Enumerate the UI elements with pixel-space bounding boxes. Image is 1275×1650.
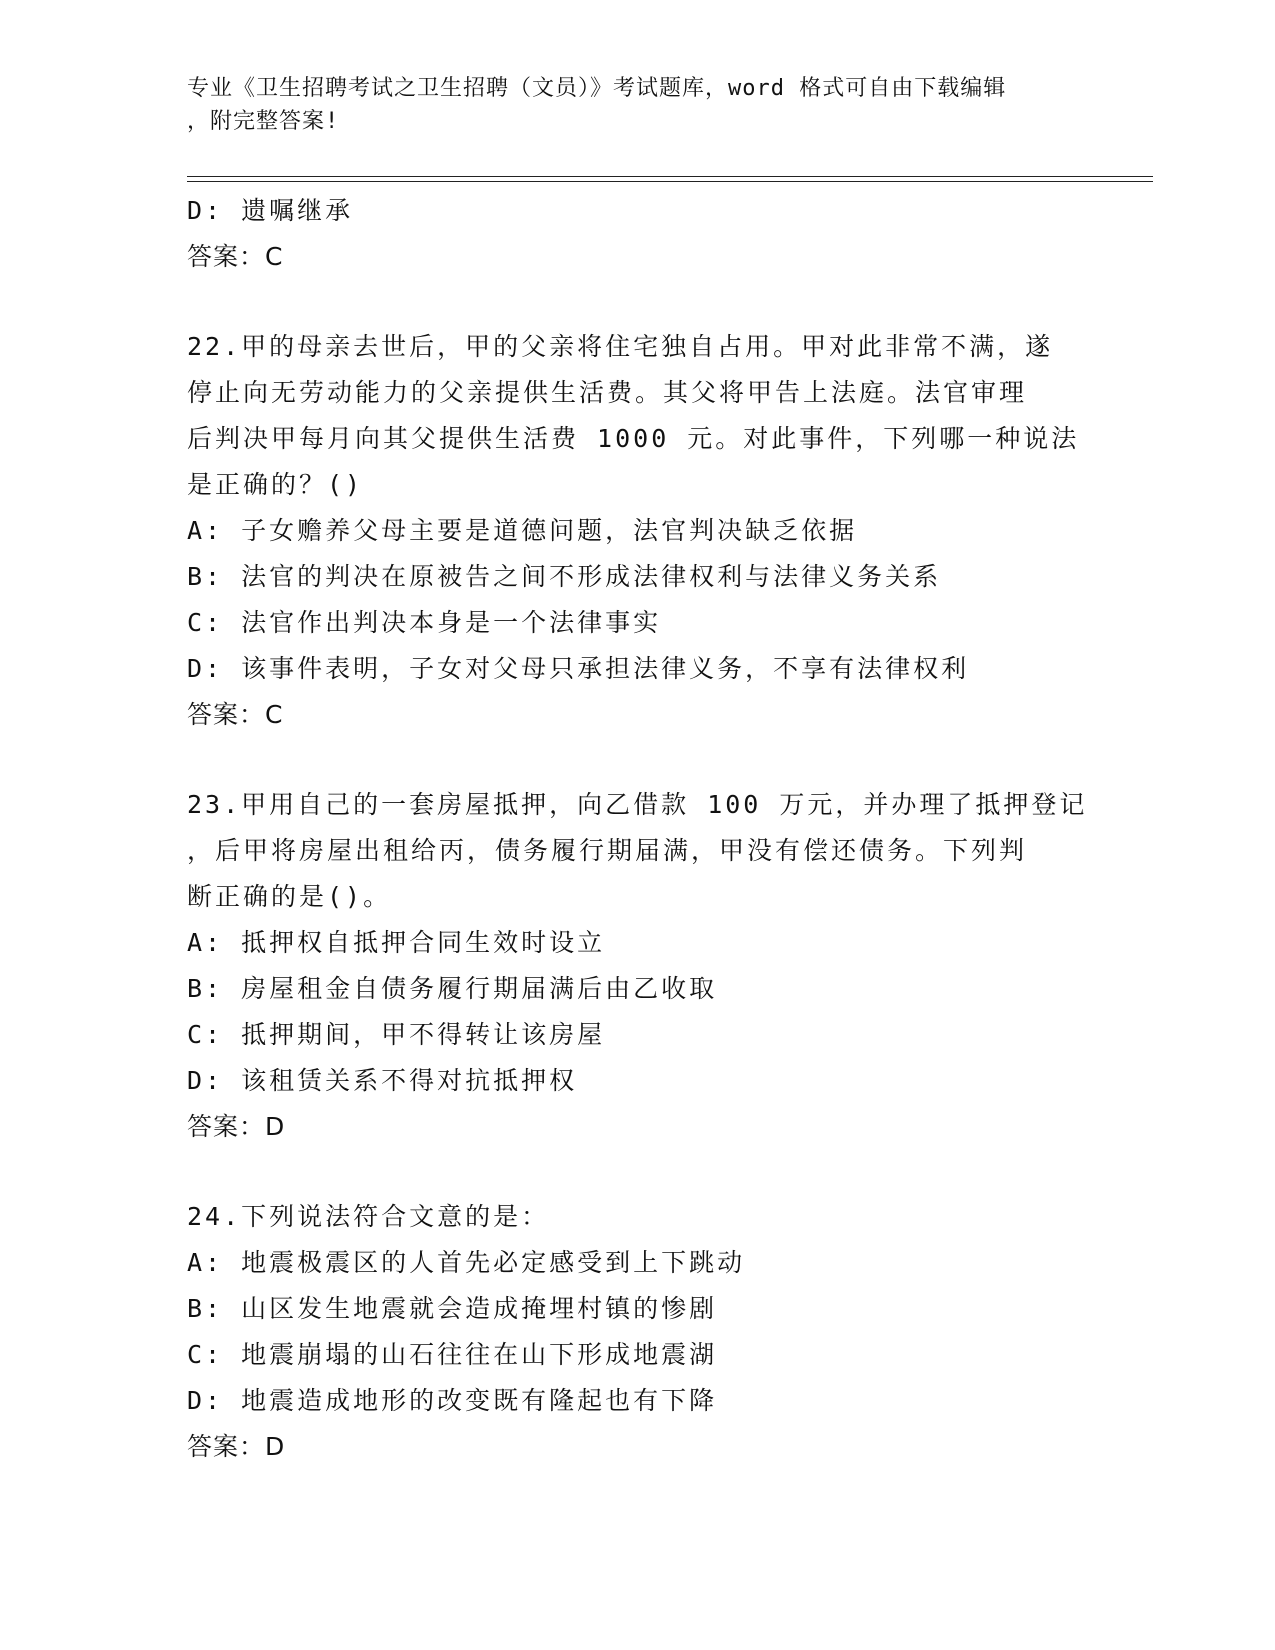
question-23-option-a: A: 抵押权自抵押合同生效时设立 <box>187 928 606 957</box>
question-23-option-d: D: 该租赁关系不得对抗抵押权 <box>187 1066 578 1095</box>
question-23-stem-line: 23.甲用自己的一套房屋抵押，向乙借款 100 万元，并办理了抵押登记 <box>187 790 1088 819</box>
question-23-option-b: B: 房屋租金自债务履行期届满后由乙收取 <box>187 974 718 1003</box>
question-22-option-c: C: 法官作出判决本身是一个法律事实 <box>187 608 662 637</box>
question-23-stem-line: 断正确的是()。 <box>187 882 392 911</box>
question-22-stem-line: 是正确的？() <box>187 470 364 499</box>
document-header <box>187 72 1087 138</box>
question-22-answer: 答案：C <box>187 700 284 729</box>
spacer <box>187 1150 1087 1194</box>
spacer <box>187 280 1087 324</box>
question-24-stem-line: 24.下列说法符合文意的是： <box>187 1202 550 1231</box>
document-body <box>187 188 1087 1470</box>
question-22 <box>187 324 1087 738</box>
question-24-option-c: C: 地震崩塌的山石往往在山下形成地震湖 <box>187 1340 718 1369</box>
question-24 <box>187 1194 1087 1470</box>
spacer <box>187 738 1087 782</box>
prev-question-answer: 答案：C <box>187 242 284 271</box>
question-23-answer: 答案：D <box>187 1112 286 1141</box>
question-22-option-d: D: 该事件表明，子女对父母只承担法律义务，不享有法律权利 <box>187 654 970 683</box>
question-22-stem-line: 22.甲的母亲去世后，甲的父亲将住宅独自占用。甲对此非常不满，遂 <box>187 332 1054 361</box>
question-23 <box>187 782 1087 1150</box>
question-24-option-d: D: 地震造成地形的改变既有隆起也有下降 <box>187 1386 718 1415</box>
question-24-option-a: A: 地震极震区的人首先必定感受到上下跳动 <box>187 1248 746 1277</box>
question-23-stem-line: ，后甲将房屋出租给丙，债务履行期届满，甲没有偿还债务。下列判 <box>187 836 1028 865</box>
question-24-option-b: B: 山区发生地震就会造成掩埋村镇的惨剧 <box>187 1294 718 1323</box>
header-rule-top <box>187 176 1153 177</box>
prev-question-option-d: D: 遗嘱继承 <box>187 196 354 225</box>
header-rule-bottom <box>187 181 1153 182</box>
question-24-answer: 答案：D <box>187 1432 286 1461</box>
question-23-option-c: C: 抵押期间，甲不得转让该房屋 <box>187 1020 606 1049</box>
question-22-stem-line: 后判决甲每月向其父提供生活费 1000 元。对此事件，下列哪一种说法 <box>187 424 1080 453</box>
question-22-option-b: B: 法官的判决在原被告之间不形成法律权利与法律义务关系 <box>187 562 942 591</box>
header-line-2: ，附完整答案! <box>187 109 340 134</box>
question-22-option-a: A: 子女赡养父母主要是道德问题，法官判决缺乏依据 <box>187 516 858 545</box>
header-line-1: 专业《卫生招聘考试之卫生招聘（文员）》考试题库，word 格式可自由下载编辑 <box>187 76 1007 101</box>
question-22-stem-line: 停止向无劳动能力的父亲提供生活费。其父将甲告上法庭。法官审理 <box>187 378 1028 407</box>
